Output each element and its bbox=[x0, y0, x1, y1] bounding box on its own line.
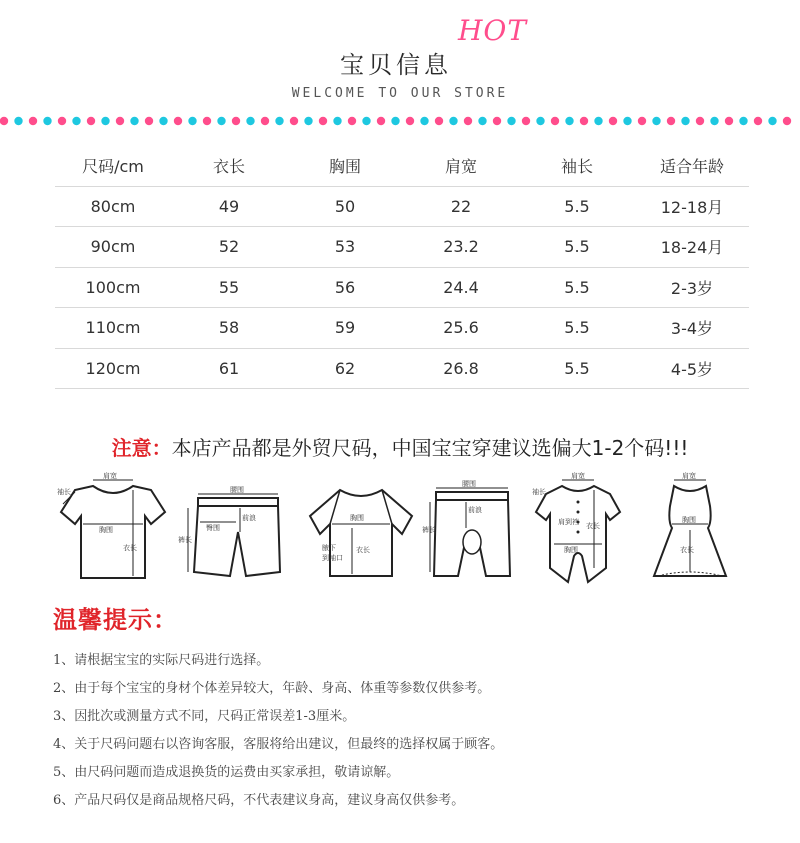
header-age: 适合年龄 bbox=[635, 146, 749, 186]
divider-dot bbox=[638, 117, 646, 125]
pants-rise-label: 前浪 bbox=[468, 506, 482, 514]
divider-dot bbox=[536, 117, 544, 125]
divider-dot bbox=[188, 117, 196, 125]
divider-dot bbox=[609, 117, 617, 125]
romper-sleeve-label: 袖长 bbox=[532, 488, 546, 496]
cell-sleeve: 5.5 bbox=[519, 186, 635, 227]
divider-dot bbox=[116, 117, 124, 125]
divider-dot bbox=[435, 117, 443, 125]
header-size: 尺码/cm bbox=[55, 146, 171, 186]
tips-title: 温馨提示： bbox=[53, 605, 178, 634]
divider-dot bbox=[29, 117, 37, 125]
page-title: 宝贝信息 bbox=[340, 51, 452, 79]
divider-dot bbox=[145, 117, 153, 125]
romper-chest-label: 胸围 bbox=[564, 546, 578, 554]
divider-dot bbox=[594, 117, 602, 125]
cell-length: 58 bbox=[171, 308, 287, 349]
tshirt-length-label: 衣长 bbox=[123, 544, 137, 552]
divider-dot bbox=[507, 117, 515, 125]
cell-age: 12-18月 bbox=[635, 186, 749, 227]
cell-sleeve: 5.5 bbox=[519, 267, 635, 308]
divider-dot bbox=[232, 117, 240, 125]
header bbox=[0, 0, 800, 110]
list-item: 5、由尺码问题而造成退换货的运费由买家承担，敬请谅解。 bbox=[53, 765, 400, 780]
shorts-rise-label: 前浪 bbox=[242, 514, 256, 522]
measurement-illustrations bbox=[0, 472, 800, 592]
divider-dot bbox=[174, 117, 182, 125]
header-sleeve: 袖长 bbox=[519, 146, 635, 186]
divider-dot bbox=[768, 117, 776, 125]
list-item: 4、关于尺码问题右以咨询客服，客服将给出建议，但最终的选择权属于顾客。 bbox=[53, 737, 504, 752]
divider-dot bbox=[725, 117, 733, 125]
notice-text: 本店产品都是外贸尺码，中国宝宝穿建议选偏大1-2个码!!! bbox=[171, 436, 689, 460]
table-row bbox=[55, 308, 749, 349]
pants-waist-label: 腰围 bbox=[462, 480, 476, 488]
divider-dot bbox=[449, 117, 457, 125]
welcome-subtitle: WELCOME TO OUR STORE bbox=[291, 86, 509, 101]
cell-length: 61 bbox=[171, 348, 287, 389]
divider-dot bbox=[0, 117, 8, 125]
pants-illustration bbox=[422, 472, 522, 587]
table-header-row bbox=[55, 146, 749, 186]
notice-label: 注意： bbox=[111, 436, 172, 460]
cell-shoulder: 23.2 bbox=[403, 227, 519, 268]
shorts-waist-label: 腰围 bbox=[230, 486, 244, 494]
divider-dot bbox=[72, 117, 80, 125]
divider-dot bbox=[58, 117, 66, 125]
cell-size: 80cm bbox=[55, 186, 171, 227]
list-item: 1、请根据宝宝的实际尺码进行选择。 bbox=[53, 653, 270, 668]
cell-chest: 62 bbox=[287, 348, 403, 389]
divider-dot bbox=[391, 117, 399, 125]
raglan-cuff-label: 到袖口 bbox=[322, 554, 343, 562]
divider-dot bbox=[217, 117, 225, 125]
cell-size: 120cm bbox=[55, 348, 171, 389]
raglan-armpit-label: 腋下 bbox=[322, 544, 336, 552]
romper-length-label: 衣长 bbox=[586, 522, 600, 530]
divider-dot bbox=[261, 117, 269, 125]
divider-dot bbox=[420, 117, 428, 125]
divider-dot bbox=[43, 117, 51, 125]
cell-sleeve: 5.5 bbox=[519, 348, 635, 389]
divider-dot bbox=[696, 117, 704, 125]
cell-length: 52 bbox=[171, 227, 287, 268]
raglan-chest-label: 胸围 bbox=[350, 514, 364, 522]
divider-dot bbox=[304, 117, 312, 125]
divider-dot bbox=[783, 117, 791, 125]
romper-shoulder-to-crotch-label: 肩到裆 bbox=[558, 518, 579, 526]
size-table bbox=[55, 146, 749, 389]
tshirt-chest-label: 胸围 bbox=[99, 526, 113, 534]
divider-dot bbox=[478, 117, 486, 125]
divider-dot bbox=[681, 117, 689, 125]
table-row bbox=[55, 227, 749, 268]
cell-shoulder: 26.8 bbox=[403, 348, 519, 389]
divider-dot bbox=[203, 117, 211, 125]
list-item: 2、由于每个宝宝的身材个体差异较大，年龄、身高、体重等参数仅供参考。 bbox=[53, 681, 491, 696]
dress-length-label: 衣长 bbox=[680, 546, 694, 554]
tips-list bbox=[53, 650, 773, 818]
divider-dot bbox=[493, 117, 501, 125]
size-notice bbox=[0, 432, 800, 461]
divider-dot bbox=[464, 117, 472, 125]
shorts-length-label: 裤长 bbox=[178, 536, 192, 544]
header-chest: 胸围 bbox=[287, 146, 403, 186]
list-item: 6、产品尺码仅是商品规格尺码，不代表建议身高，建议身高仅供参考。 bbox=[53, 793, 465, 808]
divider-dot bbox=[333, 117, 341, 125]
cell-length: 49 bbox=[171, 186, 287, 227]
raglan-tee-illustration bbox=[300, 472, 415, 587]
cell-length: 55 bbox=[171, 267, 287, 308]
list-item: 3、因批次或测量方式不同，尺码正常误差1-3厘米。 bbox=[53, 709, 356, 724]
divider-dot bbox=[406, 117, 414, 125]
divider-dot bbox=[623, 117, 631, 125]
cell-shoulder: 22 bbox=[403, 186, 519, 227]
dress-shoulder-label: 肩宽 bbox=[682, 472, 696, 480]
tshirt-shoulder-label: 肩宽 bbox=[103, 472, 117, 480]
divider-dot bbox=[710, 117, 718, 125]
divider-dot bbox=[87, 117, 95, 125]
cell-sleeve: 5.5 bbox=[519, 308, 635, 349]
header-length: 衣长 bbox=[171, 146, 287, 186]
cell-age: 3-4岁 bbox=[635, 308, 749, 349]
divider-dot bbox=[348, 117, 356, 125]
cell-size: 90cm bbox=[55, 227, 171, 268]
dress-illustration bbox=[640, 472, 740, 587]
pants-length-label: 裤长 bbox=[422, 526, 436, 534]
divider-dot bbox=[159, 117, 167, 125]
divider-dot bbox=[551, 117, 559, 125]
table-row bbox=[55, 186, 749, 227]
cell-age: 2-3岁 bbox=[635, 267, 749, 308]
divider-dot bbox=[14, 117, 22, 125]
divider-dot bbox=[319, 117, 327, 125]
shorts-hip-label: 臀围 bbox=[206, 524, 220, 532]
romper-shoulder-label: 肩宽 bbox=[571, 472, 585, 480]
divider-dot bbox=[652, 117, 660, 125]
cell-size: 110cm bbox=[55, 308, 171, 349]
divider-dot bbox=[522, 117, 530, 125]
header-shoulder: 肩宽 bbox=[403, 146, 519, 186]
divider-dot bbox=[667, 117, 675, 125]
divider-dot bbox=[246, 117, 254, 125]
table-row bbox=[55, 348, 749, 389]
cell-age: 4-5岁 bbox=[635, 348, 749, 389]
cell-shoulder: 25.6 bbox=[403, 308, 519, 349]
table-row bbox=[55, 267, 749, 308]
cell-sleeve: 5.5 bbox=[519, 227, 635, 268]
divider-dot bbox=[275, 117, 283, 125]
divider-dot bbox=[580, 117, 588, 125]
cell-chest: 50 bbox=[287, 186, 403, 227]
tshirt-sleeve-label: 袖长 bbox=[57, 488, 71, 496]
divider-dot bbox=[101, 117, 109, 125]
divider-dot bbox=[565, 117, 573, 125]
cell-age: 18-24月 bbox=[635, 227, 749, 268]
divider-dot bbox=[754, 117, 762, 125]
shorts-illustration bbox=[178, 472, 293, 587]
cell-chest: 59 bbox=[287, 308, 403, 349]
dress-chest-label: 胸围 bbox=[682, 516, 696, 524]
divider-dot bbox=[739, 117, 747, 125]
cell-shoulder: 24.4 bbox=[403, 267, 519, 308]
tshirt-illustration bbox=[55, 472, 170, 587]
cell-chest: 56 bbox=[287, 267, 403, 308]
divider-dot bbox=[377, 117, 385, 125]
divider-dot bbox=[130, 117, 138, 125]
romper-illustration bbox=[528, 472, 628, 587]
raglan-length-label: 衣长 bbox=[356, 546, 370, 554]
divider-dot bbox=[290, 117, 298, 125]
cell-chest: 53 bbox=[287, 227, 403, 268]
cell-size: 100cm bbox=[55, 267, 171, 308]
divider-dot bbox=[362, 117, 370, 125]
hot-badge: HOT bbox=[458, 14, 528, 47]
dotted-divider bbox=[0, 115, 800, 127]
